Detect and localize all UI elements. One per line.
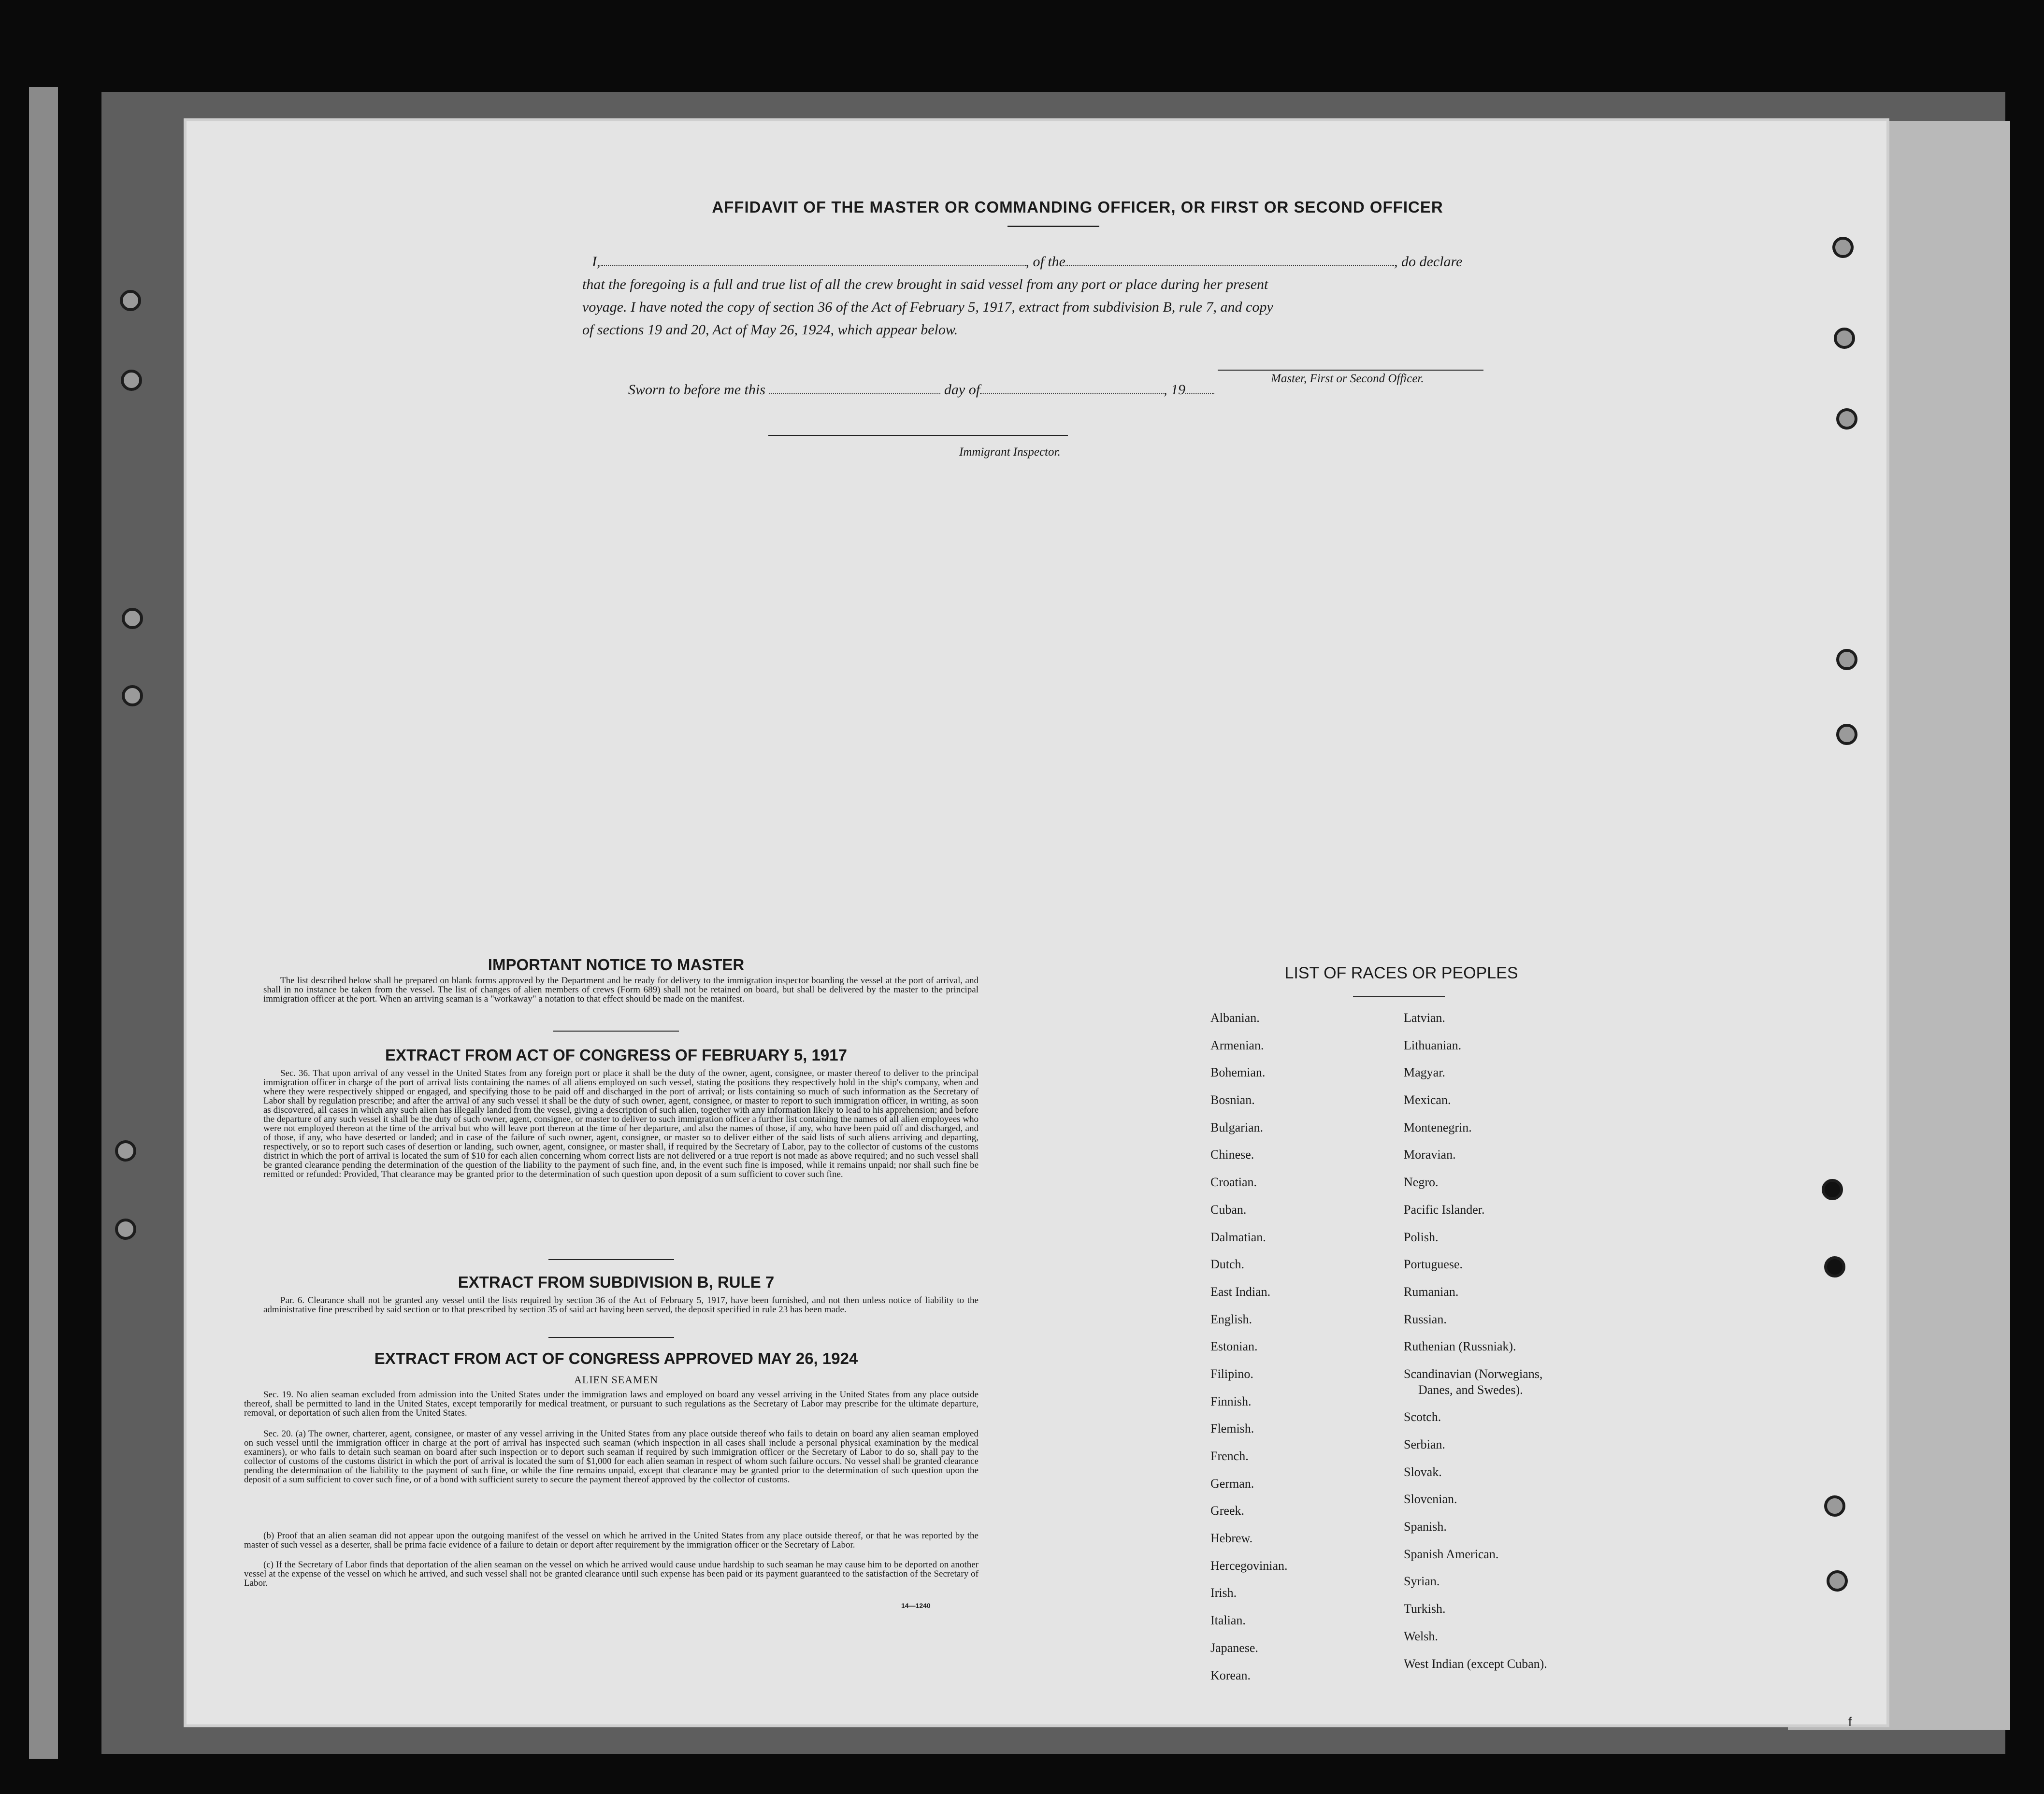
affidavit-line1	[592, 254, 1462, 270]
race-item: Negro.	[1404, 1175, 1439, 1190]
sec20a-text: Sec. 20. (a) The owner, charterer, agent, consignee, or master of any vessel arriving in the United States from any place outside thereof who fails to detain on board any alien seaman employed on such vessel until the immigration officer in charge at the port of arrival has inspected such seaman (which inspection in all cases shall include a personal physical examination by the medical examiners), or who fails to detain such seaman on board after such inspection or to deport such seaman if required by such immigration officer or the Secretary of Labor to do so, shall pay to the collector of customs of the customs district in which the port of arrival is located the sum of $1,000 for each alien seaman in respect of whom such failure occurs. No vessel shall be granted clearance pending the determination of the liability to the payment of such fine, or while the fine remains unpaid, except that clearance may be granted prior to the determination of such question upon the deposit of a sum sufficient to cover such fine, or of a bond with sufficient surety to secure the payment thereof approved by the collector of customs.	[244, 1429, 979, 1485]
sworn-prefix: Sworn to before me this	[628, 382, 765, 398]
race-item: Estonian.	[1210, 1339, 1258, 1354]
races-column-1	[1210, 1011, 1288, 1695]
race-item: Bohemian.	[1210, 1065, 1266, 1080]
race-item: Flemish.	[1210, 1421, 1254, 1436]
race-item: Dalmatian.	[1210, 1230, 1266, 1244]
affidavit-i: I,	[592, 254, 601, 270]
race-item: Mexican.	[1404, 1093, 1451, 1107]
day-blank	[769, 384, 940, 394]
race-item: Ruthenian (Russniak).	[1404, 1339, 1516, 1354]
race-item: Serbian.	[1404, 1437, 1445, 1451]
binder-hole	[115, 1140, 136, 1162]
sworn-year: , 19	[1164, 382, 1186, 398]
sworn-day-of: day of	[944, 382, 980, 398]
races-title: LIST OF RACES OR PEOPLES	[1284, 964, 1518, 982]
binder-hole	[1836, 649, 1857, 670]
binder-hole	[1836, 724, 1857, 745]
race-item: Filipino.	[1210, 1366, 1253, 1381]
binder-hole	[1824, 1495, 1845, 1517]
race-item: Albanian.	[1210, 1011, 1260, 1025]
races-divider	[1353, 996, 1445, 997]
race-item: Slovenian.	[1404, 1492, 1457, 1507]
extract-1917-text: Sec. 36. That upon arrival of any vessel in the United States from any foreign port or place it shall be the duty of the owner, agent, consignee, or master thereof to deliver to the principal immigration officer in charge of the port of arrival lists containing the names of all aliens employed on such vessel, stating the positions they respectively hold in the ship's company, when and where they were respectively shipped or engaged, and specifying those to be paid off and discharged in the port of arrival; or lists containing so much of such information as the Secretary of Labor shall by regulation prescribe; and after the arrival of any such vessel it shall be the duty of such owner, agent, consignee, or master to report to such immigration officer, in writing, as soon as discovered, all cases in which any such alien has illegally landed from the vessel, giving a description of such alien, together with any information likely to lead to his apprehension; and before the departure of any such vessel it shall be the duty of such owner, agent, consignee, or master to deliver to such immigration officer a further list containing the names of all alien employees who were not employed thereon at the time of the arrival but who will leave port thereon at the time of her departure, and also the names of those, if any, who have been paid off and discharged, and of those, if any, who have deserted or landed; and in case of the failure of such owner, agent, consignee, or master so to deliver either of the said lists of such aliens arriving and departing, respectively, or so to report such cases of desertion or landing, such owner, agent, consignee, or master shall, if required by the Secretary of Labor, pay to the collector of customs of the customs district in which the port of arrival is located the sum of $10 for each alien concerning whom correct lists are not delivered or a true report is not made as above required; and no such vessel shall be granted clearance pending the determination of the question of the liability to the payment of such fine, and, in the event such fine is imposed, while it remains unpaid; nor shall such fine be remitted or refunded: Provided, That clearance may be granted prior to the determination of such question upon deposit of a sum sufficient to cover such fine.	[263, 1068, 979, 1179]
race-item: German.	[1210, 1476, 1254, 1491]
name-blank	[601, 256, 1026, 266]
race-item: Bulgarian.	[1210, 1120, 1264, 1134]
race-item: Magyar.	[1404, 1065, 1445, 1080]
race-item: East Indian.	[1210, 1284, 1271, 1299]
subdivision-title: EXTRACT FROM SUBDIVISION B, RULE 7	[458, 1273, 775, 1291]
race-item: Finnish.	[1210, 1394, 1252, 1408]
binder-hole	[1832, 237, 1854, 258]
race-item: Hercegovinian.	[1210, 1558, 1288, 1573]
race-item: Montenegrin.	[1404, 1120, 1472, 1134]
race-item: Rumanian.	[1404, 1284, 1459, 1299]
title-divider	[1008, 226, 1099, 227]
races-column-2	[1404, 1011, 1547, 1684]
race-item: Lithuanian.	[1404, 1038, 1462, 1052]
month-blank	[980, 384, 1164, 394]
master-signature-line	[1218, 370, 1483, 371]
inspector-signature-label: Immigrant Inspector.	[959, 445, 1061, 459]
extract-1924-title: EXTRACT FROM ACT OF CONGRESS APPROVED MAY 26, 1924	[374, 1349, 858, 1367]
race-item: Japanese.	[1210, 1640, 1258, 1655]
race-item: Pacific Islander.	[1404, 1202, 1485, 1217]
notice-title: IMPORTANT NOTICE TO MASTER	[488, 956, 745, 974]
race-item: French.	[1210, 1449, 1249, 1463]
race-item: Syrian.	[1404, 1574, 1440, 1589]
race-item: Russian.	[1404, 1312, 1447, 1326]
race-item: West Indian (except Cuban).	[1404, 1656, 1547, 1671]
binder-hole	[1824, 1256, 1845, 1277]
sworn-line	[628, 382, 1214, 398]
inspector-signature-line	[768, 435, 1068, 436]
race-item: Scandinavian (Norwegians,	[1404, 1366, 1543, 1381]
binder-hole	[122, 608, 143, 629]
year-blank	[1185, 384, 1214, 394]
form-number: 14—1240	[901, 1602, 931, 1609]
race-item: Turkish.	[1404, 1602, 1446, 1616]
binder-hole	[1822, 1179, 1843, 1200]
affidavit-of-the: , of the	[1025, 254, 1065, 270]
race-item: Spanish American.	[1404, 1547, 1499, 1561]
affidavit-line3: voyage. I have noted the copy of section 36 of the Act of February 5, 1917, extract from subdivision B, rule 7, and copy	[582, 299, 1273, 315]
binder-hole	[122, 685, 143, 706]
corner-mark: f	[1848, 1714, 1852, 1729]
race-item: Welsh.	[1404, 1629, 1438, 1643]
binder-hole	[1827, 1570, 1848, 1592]
binder-hole	[1834, 328, 1855, 349]
subdivision-text: Par. 6. Clearance shall not be granted any vessel until the lists required by section 36 of the Act of February 5, 1917, have been furnished, and not then unless notice of liability to the administrative fine prescribed by said section or to that prescribed by section 35 of said act having been served, the deposit specified in rule 23 has been made.	[263, 1295, 979, 1315]
race-item: Croatian.	[1210, 1175, 1257, 1190]
notice-text: The list described below shall be prepared on blank forms approved by the Department and be ready for delivery to the immigration inspector boarding the vessel at the port of arrival, and shall in no instance be taken from the vessel. The list of changes of alien members of crews (Form 689) shall not be retained on board, but shall be delivered by the master to the principal immigration officer at the port. When an arriving seaman is a "workaway" a notation to that effect should be made on the manifest.	[263, 976, 979, 1004]
sec20b-text: (b) Proof that an alien seaman did not appear upon the outgoing manifest of the vessel on which he arrived in the United States from any place outside thereof, or that he was reported by the master of such vessel as a deserter, shall be prima facie evidence of a failure to detain or deport after requirement by the immigration officer or the Secretary of Labor.	[244, 1531, 979, 1550]
race-item: Scotch.	[1404, 1410, 1441, 1424]
race-item: Greek.	[1210, 1504, 1245, 1518]
race-item: Latvian.	[1404, 1011, 1445, 1025]
section-divider	[548, 1259, 674, 1260]
mount-left-strip	[29, 87, 58, 1759]
race-item: Cuban.	[1210, 1202, 1247, 1217]
race-item: Irish.	[1210, 1586, 1237, 1600]
race-item: Korean.	[1210, 1668, 1251, 1682]
race-item: Portuguese.	[1404, 1257, 1463, 1272]
race-item: Spanish.	[1404, 1520, 1447, 1534]
master-signature-label: Master, First or Second Officer.	[1271, 372, 1424, 385]
race-item: Italian.	[1210, 1613, 1246, 1628]
affidavit-declare: , do declare	[1394, 254, 1463, 270]
sec20c-text: (c) If the Secretary of Labor finds that deportation of the alien seaman on the vessel on which he arrived would cause undue hardship to such seaman he may cause him to be deported on another vessel at the expense of the vessel on which he arrived, and such vessel shall not be granted clearance until such expense has been paid or its payment guaranteed to the satisfaction of the Secretary of Labor.	[244, 1560, 979, 1588]
extract-1917-title: EXTRACT FROM ACT OF CONGRESS OF FEBRUARY 5, 1917	[385, 1046, 847, 1064]
binder-hole	[1836, 408, 1857, 430]
alien-seamen-subtitle: ALIEN SEAMEN	[574, 1374, 658, 1386]
race-item: Polish.	[1404, 1230, 1439, 1244]
affidavit-title: AFFIDAVIT OF THE MASTER OR COMMANDING OFFICER, OR FIRST OR SECOND OFFICER	[712, 198, 1443, 216]
affidavit-line4: of sections 19 and 20, Act of May 26, 1924, which appear below.	[582, 322, 958, 338]
race-item: English.	[1210, 1312, 1252, 1326]
document-page	[184, 118, 1889, 1727]
section-divider	[548, 1337, 674, 1338]
race-item: Danes, and Swedes).	[1418, 1382, 1523, 1397]
binder-hole	[121, 370, 142, 391]
race-item: Dutch.	[1210, 1257, 1245, 1272]
race-item: Bosnian.	[1210, 1093, 1255, 1107]
race-item: Moravian.	[1404, 1148, 1456, 1162]
sec19-text: Sec. 19. No alien seaman excluded from admission into the United States under the immigration laws and employed on board any vessel arriving in the United States from any place outside thereof, shall be permitted to land in the United States, except temporarily for medical treatment, or pursuant to such regulations as the Secretary of Labor may prescribe for the ultimate departure, removal, or deportation of such alien from the United States.	[244, 1390, 979, 1418]
section-divider	[553, 1031, 679, 1032]
race-item: Hebrew.	[1210, 1531, 1253, 1546]
binder-hole	[115, 1219, 136, 1240]
race-item: Chinese.	[1210, 1148, 1254, 1162]
race-item: Slovak.	[1404, 1464, 1442, 1479]
vessel-blank	[1065, 256, 1394, 266]
binder-hole	[120, 290, 141, 311]
race-item: Armenian.	[1210, 1038, 1264, 1052]
affidavit-line2: that the foregoing is a full and true list of all the crew brought in said vessel from any port or place during her present	[582, 276, 1268, 292]
